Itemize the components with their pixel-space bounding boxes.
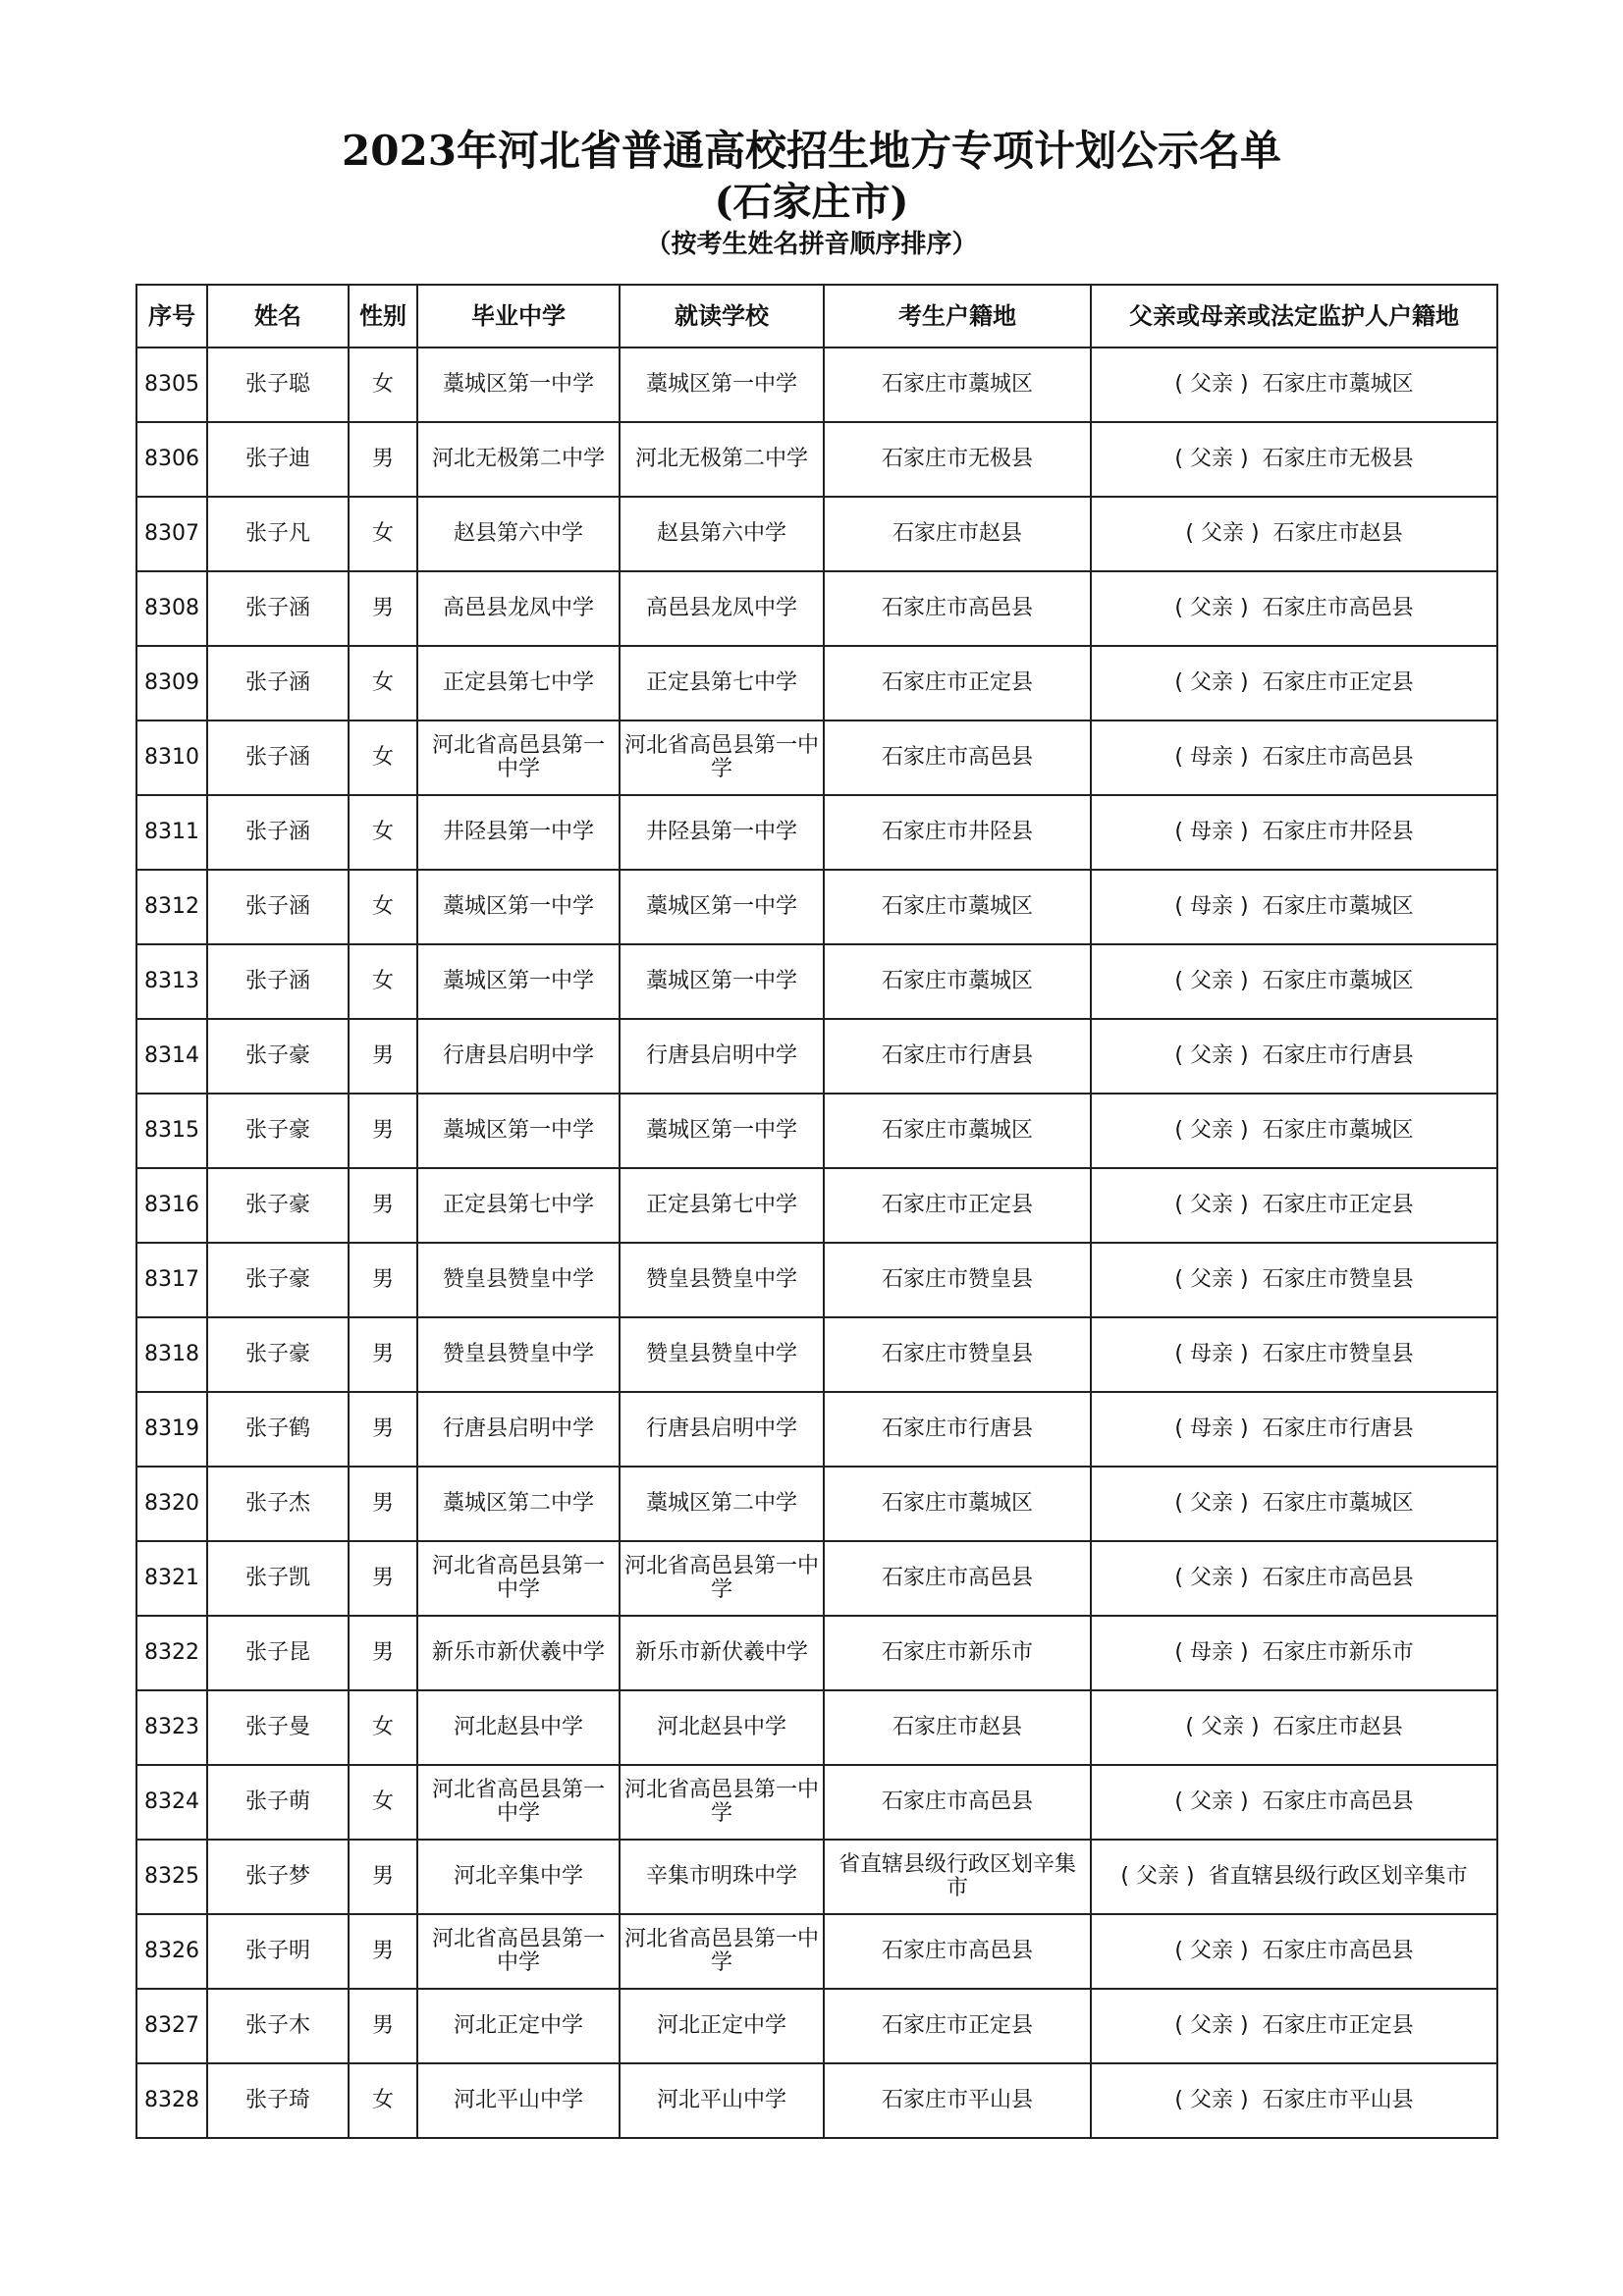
table-row xyxy=(136,1168,1497,1243)
table-row xyxy=(136,422,1497,497)
cell-hukou: 石家庄市井陉县 xyxy=(824,795,1091,870)
guardian-relation: ( 父亲 ) xyxy=(1174,1566,1249,1590)
cell-gender: 女 xyxy=(349,1765,417,1840)
guardian-relation: ( 父亲 ) xyxy=(1174,670,1249,695)
cell-grad-school: 赞皇县赞皇中学 xyxy=(417,1317,620,1392)
cell-guardian xyxy=(1091,721,1497,795)
cell-num: 8325 xyxy=(136,1840,207,1914)
guardian-relation: ( 母亲 ) xyxy=(1174,745,1249,770)
guardian-relation: ( 父亲 ) xyxy=(1174,969,1249,993)
cell-name: 张子豪 xyxy=(207,1094,349,1168)
cell-num: 8308 xyxy=(136,571,207,646)
table-row xyxy=(136,1616,1497,1690)
cell-guardian xyxy=(1091,1467,1497,1541)
cell-current-school: 辛集市明珠中学 xyxy=(620,1840,824,1914)
cell-current-school: 藁城区第一中学 xyxy=(620,1094,824,1168)
cell-num: 8319 xyxy=(136,1392,207,1467)
guardian-hukou: 石家庄市藁城区 xyxy=(1262,969,1414,993)
cell-current-school: 井陉县第一中学 xyxy=(620,795,824,870)
cell-grad-school: 河北省高邑县第一中学 xyxy=(417,1765,620,1840)
cell-hukou: 石家庄市高邑县 xyxy=(824,1765,1091,1840)
cell-current-school: 赵县第六中学 xyxy=(620,497,824,571)
table-row xyxy=(136,1392,1497,1467)
guardian-hukou: 石家庄市高邑县 xyxy=(1262,745,1414,770)
cell-current-school: 河北无极第二中学 xyxy=(620,422,824,497)
cell-num: 8328 xyxy=(136,2063,207,2138)
cell-current-school: 河北赵县中学 xyxy=(620,1690,824,1765)
cell-guardian xyxy=(1091,2063,1497,2138)
guardian-relation: ( 父亲 ) xyxy=(1174,2013,1249,2038)
guardian-hukou: 石家庄市正定县 xyxy=(1262,670,1414,695)
cell-hukou: 石家庄市高邑县 xyxy=(824,721,1091,795)
cell-guardian xyxy=(1091,1094,1497,1168)
cell-hukou: 石家庄市赞皇县 xyxy=(824,1317,1091,1392)
cell-current-school: 藁城区第二中学 xyxy=(620,1467,824,1541)
cell-current-school: 正定县第七中学 xyxy=(620,1168,824,1243)
table-row xyxy=(136,1019,1497,1094)
table-row xyxy=(136,2063,1497,2138)
cell-grad-school: 藁城区第一中学 xyxy=(417,347,620,422)
cell-grad-school: 藁城区第一中学 xyxy=(417,870,620,944)
guardian-relation: ( 母亲 ) xyxy=(1174,1416,1249,1441)
cell-gender: 男 xyxy=(349,1989,417,2063)
cell-grad-school: 新乐市新伏羲中学 xyxy=(417,1616,620,1690)
table-row xyxy=(136,1914,1497,1989)
cell-name: 张子豪 xyxy=(207,1317,349,1392)
guardian-relation: ( 父亲 ) xyxy=(1174,1789,1249,1814)
cell-name: 张子涵 xyxy=(207,721,349,795)
cell-guardian xyxy=(1091,1616,1497,1690)
cell-name: 张子豪 xyxy=(207,1168,349,1243)
table-row xyxy=(136,1094,1497,1168)
guardian-relation: ( 父亲 ) xyxy=(1174,447,1249,471)
cell-hukou: 石家庄市高邑县 xyxy=(824,1914,1091,1989)
cell-hukou: 石家庄市藁城区 xyxy=(824,1094,1091,1168)
guardian-hukou: 石家庄市赞皇县 xyxy=(1262,1267,1414,1292)
cell-num: 8327 xyxy=(136,1989,207,2063)
table-row xyxy=(136,870,1497,944)
cell-grad-school: 高邑县龙凤中学 xyxy=(417,571,620,646)
cell-gender: 女 xyxy=(349,795,417,870)
cell-name: 张子梦 xyxy=(207,1840,349,1914)
cell-grad-school: 赵县第六中学 xyxy=(417,497,620,571)
header-gender: 性别 xyxy=(349,285,417,347)
guardian-hukou: 石家庄市平山县 xyxy=(1262,2088,1414,2112)
guardian-relation: ( 父亲 ) xyxy=(1174,1043,1249,1068)
table-body xyxy=(136,347,1497,2138)
table-row xyxy=(136,795,1497,870)
guardian-hukou: 石家庄市藁城区 xyxy=(1262,894,1414,919)
cell-current-school: 藁城区第一中学 xyxy=(620,944,824,1019)
roster-table xyxy=(135,284,1498,2139)
cell-current-school: 河北平山中学 xyxy=(620,2063,824,2138)
cell-current-school: 藁城区第一中学 xyxy=(620,870,824,944)
cell-gender: 男 xyxy=(349,1467,417,1541)
cell-name: 张子涵 xyxy=(207,870,349,944)
cell-guardian xyxy=(1091,1914,1497,1989)
table-row xyxy=(136,1765,1497,1840)
guardian-relation: ( 父亲 ) xyxy=(1174,1267,1249,1292)
cell-current-school: 赞皇县赞皇中学 xyxy=(620,1317,824,1392)
cell-gender: 男 xyxy=(349,1094,417,1168)
cell-current-school: 赞皇县赞皇中学 xyxy=(620,1243,824,1317)
cell-name: 张子昆 xyxy=(207,1616,349,1690)
cell-name: 张子琦 xyxy=(207,2063,349,2138)
cell-grad-school: 河北无极第二中学 xyxy=(417,422,620,497)
cell-gender: 女 xyxy=(349,870,417,944)
guardian-hukou: 石家庄市行唐县 xyxy=(1262,1043,1414,1068)
cell-num: 8313 xyxy=(136,944,207,1019)
cell-guardian xyxy=(1091,870,1497,944)
header-current-school: 就读学校 xyxy=(620,285,824,347)
cell-name: 张子豪 xyxy=(207,1243,349,1317)
cell-grad-school: 藁城区第一中学 xyxy=(417,944,620,1019)
cell-gender: 女 xyxy=(349,721,417,795)
cell-hukou: 石家庄市新乐市 xyxy=(824,1616,1091,1690)
guardian-hukou: 石家庄市高邑县 xyxy=(1262,1939,1414,1963)
cell-guardian xyxy=(1091,1168,1497,1243)
guardian-relation: ( 母亲 ) xyxy=(1174,1640,1249,1665)
cell-guardian xyxy=(1091,347,1497,422)
cell-gender: 男 xyxy=(349,1616,417,1690)
cell-num: 8316 xyxy=(136,1168,207,1243)
table-row xyxy=(136,944,1497,1019)
cell-grad-school: 井陉县第一中学 xyxy=(417,795,620,870)
table-row xyxy=(136,1243,1497,1317)
cell-guardian xyxy=(1091,646,1497,721)
cell-name: 张子涵 xyxy=(207,571,349,646)
guardian-relation: ( 父亲 ) xyxy=(1174,2088,1249,2112)
cell-hukou: 石家庄市高邑县 xyxy=(824,1541,1091,1616)
cell-name: 张子木 xyxy=(207,1989,349,2063)
cell-guardian xyxy=(1091,1690,1497,1765)
guardian-hukou: 石家庄市藁城区 xyxy=(1262,1118,1414,1143)
cell-guardian xyxy=(1091,795,1497,870)
cell-guardian xyxy=(1091,1541,1497,1616)
cell-hukou: 石家庄市行唐县 xyxy=(824,1392,1091,1467)
table-header-row xyxy=(136,285,1497,347)
guardian-hukou: 石家庄市高邑县 xyxy=(1262,596,1414,620)
guardian-relation: ( 母亲 ) xyxy=(1174,1342,1249,1366)
cell-guardian xyxy=(1091,1840,1497,1914)
table-row xyxy=(136,1840,1497,1914)
cell-current-school: 河北正定中学 xyxy=(620,1989,824,2063)
guardian-hukou: 石家庄市藁城区 xyxy=(1262,372,1414,397)
cell-current-school: 藁城区第一中学 xyxy=(620,347,824,422)
cell-guardian xyxy=(1091,1317,1497,1392)
table-row xyxy=(136,571,1497,646)
cell-gender: 男 xyxy=(349,1392,417,1467)
guardian-hukou: 石家庄市无极县 xyxy=(1262,447,1414,471)
cell-num: 8307 xyxy=(136,497,207,571)
table-row xyxy=(136,1541,1497,1616)
guardian-relation: ( 父亲 ) xyxy=(1174,596,1249,620)
cell-num: 8312 xyxy=(136,870,207,944)
cell-gender: 男 xyxy=(349,1317,417,1392)
cell-num: 8323 xyxy=(136,1690,207,1765)
document-city: (石家庄市) xyxy=(714,179,909,225)
cell-hukou: 石家庄市藁城区 xyxy=(824,347,1091,422)
table-row xyxy=(136,1690,1497,1765)
cell-name: 张子涵 xyxy=(207,944,349,1019)
document-sort-note: （按考生姓名拼音顺序排序） xyxy=(645,230,978,259)
cell-grad-school: 正定县第七中学 xyxy=(417,646,620,721)
cell-current-school: 高邑县龙凤中学 xyxy=(620,571,824,646)
cell-grad-school: 行唐县启明中学 xyxy=(417,1392,620,1467)
cell-grad-school: 藁城区第一中学 xyxy=(417,1094,620,1168)
guardian-hukou: 石家庄市高邑县 xyxy=(1262,1789,1414,1814)
table-row xyxy=(136,1467,1497,1541)
cell-gender: 男 xyxy=(349,1840,417,1914)
cell-grad-school: 河北正定中学 xyxy=(417,1989,620,2063)
cell-hukou: 石家庄市赵县 xyxy=(824,497,1091,571)
header-name: 姓名 xyxy=(207,285,349,347)
cell-hukou: 省直辖县级行政区划辛集市 xyxy=(824,1840,1091,1914)
cell-name: 张子曼 xyxy=(207,1690,349,1765)
cell-gender: 男 xyxy=(349,1541,417,1616)
table-row xyxy=(136,1317,1497,1392)
guardian-relation: ( 父亲 ) xyxy=(1174,1939,1249,1963)
header-guardian-hukou: 父亲或母亲或法定监护人户籍地 xyxy=(1091,285,1497,347)
cell-gender: 女 xyxy=(349,646,417,721)
cell-grad-school: 河北省高邑县第一中学 xyxy=(417,1541,620,1616)
cell-hukou: 石家庄市行唐县 xyxy=(824,1019,1091,1094)
cell-guardian xyxy=(1091,497,1497,571)
cell-hukou: 石家庄市正定县 xyxy=(824,1168,1091,1243)
table-row xyxy=(136,1989,1497,2063)
cell-num: 8315 xyxy=(136,1094,207,1168)
cell-guardian xyxy=(1091,571,1497,646)
cell-name: 张子凯 xyxy=(207,1541,349,1616)
cell-hukou: 石家庄市平山县 xyxy=(824,2063,1091,2138)
cell-grad-school: 河北辛集中学 xyxy=(417,1840,620,1914)
guardian-hukou: 石家庄市井陉县 xyxy=(1262,820,1414,844)
guardian-relation: ( 父亲 ) xyxy=(1174,372,1249,397)
table-row xyxy=(136,347,1497,422)
cell-guardian xyxy=(1091,944,1497,1019)
cell-grad-school: 河北平山中学 xyxy=(417,2063,620,2138)
document-title: 2023年河北省普通高校招生地方专项计划公示名单 xyxy=(342,127,1281,175)
guardian-hukou: 石家庄市行唐县 xyxy=(1262,1416,1414,1441)
guardian-hukou: 石家庄市正定县 xyxy=(1262,1193,1414,1217)
cell-hukou: 石家庄市正定县 xyxy=(824,646,1091,721)
table-row xyxy=(136,721,1497,795)
guardian-hukou: 石家庄市赞皇县 xyxy=(1262,1342,1414,1366)
cell-num: 8320 xyxy=(136,1467,207,1541)
cell-num: 8326 xyxy=(136,1914,207,1989)
cell-name: 张子萌 xyxy=(207,1765,349,1840)
cell-gender: 男 xyxy=(349,1168,417,1243)
cell-current-school: 河北省高邑县第一中学 xyxy=(620,1914,824,1989)
cell-guardian xyxy=(1091,422,1497,497)
cell-current-school: 河北省高邑县第一中学 xyxy=(620,721,824,795)
cell-num: 8305 xyxy=(136,347,207,422)
guardian-hukou: 石家庄市正定县 xyxy=(1262,2013,1414,2038)
cell-current-school: 行唐县启明中学 xyxy=(620,1019,824,1094)
cell-num: 8317 xyxy=(136,1243,207,1317)
cell-name: 张子杰 xyxy=(207,1467,349,1541)
guardian-hukou: 石家庄市高邑县 xyxy=(1262,1566,1414,1590)
guardian-relation: ( 父亲 ) xyxy=(1174,1193,1249,1217)
cell-gender: 女 xyxy=(349,347,417,422)
table-row xyxy=(136,497,1497,571)
cell-grad-school: 藁城区第二中学 xyxy=(417,1467,620,1541)
cell-current-school: 河北省高邑县第一中学 xyxy=(620,1765,824,1840)
table-row xyxy=(136,646,1497,721)
cell-gender: 女 xyxy=(349,944,417,1019)
cell-name: 张子涵 xyxy=(207,795,349,870)
cell-gender: 女 xyxy=(349,1690,417,1765)
guardian-hukou: 石家庄市藁城区 xyxy=(1262,1491,1414,1516)
cell-hukou: 石家庄市高邑县 xyxy=(824,571,1091,646)
cell-num: 8324 xyxy=(136,1765,207,1840)
header-grad-school: 毕业中学 xyxy=(417,285,620,347)
cell-hukou: 石家庄市无极县 xyxy=(824,422,1091,497)
cell-hukou: 石家庄市正定县 xyxy=(824,1989,1091,2063)
cell-num: 8306 xyxy=(136,422,207,497)
cell-hukou: 石家庄市赵县 xyxy=(824,1690,1091,1765)
cell-grad-school: 河北省高邑县第一中学 xyxy=(417,1914,620,1989)
header-num: 序号 xyxy=(136,285,207,347)
guardian-relation: ( 父亲 ) xyxy=(1120,1864,1195,1889)
cell-gender: 男 xyxy=(349,571,417,646)
cell-grad-school: 赞皇县赞皇中学 xyxy=(417,1243,620,1317)
cell-name: 张子豪 xyxy=(207,1019,349,1094)
cell-num: 8311 xyxy=(136,795,207,870)
cell-name: 张子凡 xyxy=(207,497,349,571)
cell-gender: 女 xyxy=(349,2063,417,2138)
cell-num: 8309 xyxy=(136,646,207,721)
cell-num: 8310 xyxy=(136,721,207,795)
cell-grad-school: 行唐县启明中学 xyxy=(417,1019,620,1094)
guardian-relation: ( 母亲 ) xyxy=(1174,894,1249,919)
header-hukou: 考生户籍地 xyxy=(824,285,1091,347)
cell-name: 张子聪 xyxy=(207,347,349,422)
cell-gender: 女 xyxy=(349,497,417,571)
cell-name: 张子涵 xyxy=(207,646,349,721)
cell-name: 张子鹤 xyxy=(207,1392,349,1467)
cell-hukou: 石家庄市藁城区 xyxy=(824,870,1091,944)
cell-gender: 男 xyxy=(349,422,417,497)
cell-num: 8318 xyxy=(136,1317,207,1392)
cell-current-school: 河北省高邑县第一中学 xyxy=(620,1541,824,1616)
guardian-hukou: 石家庄市新乐市 xyxy=(1262,1640,1414,1665)
guardian-relation: ( 父亲 ) xyxy=(1174,1118,1249,1143)
cell-gender: 男 xyxy=(349,1914,417,1989)
cell-current-school: 正定县第七中学 xyxy=(620,646,824,721)
guardian-relation: ( 母亲 ) xyxy=(1174,820,1249,844)
cell-guardian xyxy=(1091,1989,1497,2063)
guardian-relation: ( 父亲 ) xyxy=(1185,1715,1260,1739)
cell-name: 张子明 xyxy=(207,1914,349,1989)
cell-guardian xyxy=(1091,1019,1497,1094)
cell-guardian xyxy=(1091,1765,1497,1840)
cell-num: 8314 xyxy=(136,1019,207,1094)
guardian-hukou: 石家庄市赵县 xyxy=(1272,521,1403,546)
cell-hukou: 石家庄市藁城区 xyxy=(824,944,1091,1019)
cell-hukou: 石家庄市藁城区 xyxy=(824,1467,1091,1541)
guardian-hukou: 石家庄市赵县 xyxy=(1272,1715,1403,1739)
cell-guardian xyxy=(1091,1392,1497,1467)
guardian-relation: ( 父亲 ) xyxy=(1185,521,1260,546)
cell-current-school: 新乐市新伏羲中学 xyxy=(620,1616,824,1690)
cell-grad-school: 正定县第七中学 xyxy=(417,1168,620,1243)
cell-gender: 男 xyxy=(349,1243,417,1317)
cell-name: 张子迪 xyxy=(207,422,349,497)
guardian-relation: ( 父亲 ) xyxy=(1174,1491,1249,1516)
cell-guardian xyxy=(1091,1243,1497,1317)
guardian-hukou: 省直辖县级行政区划辛集市 xyxy=(1208,1864,1468,1889)
cell-num: 8321 xyxy=(136,1541,207,1616)
cell-current-school: 行唐县启明中学 xyxy=(620,1392,824,1467)
cell-hukou: 石家庄市赞皇县 xyxy=(824,1243,1091,1317)
cell-num: 8322 xyxy=(136,1616,207,1690)
cell-grad-school: 河北赵县中学 xyxy=(417,1690,620,1765)
cell-gender: 男 xyxy=(349,1019,417,1094)
cell-grad-school: 河北省高邑县第一中学 xyxy=(417,721,620,795)
